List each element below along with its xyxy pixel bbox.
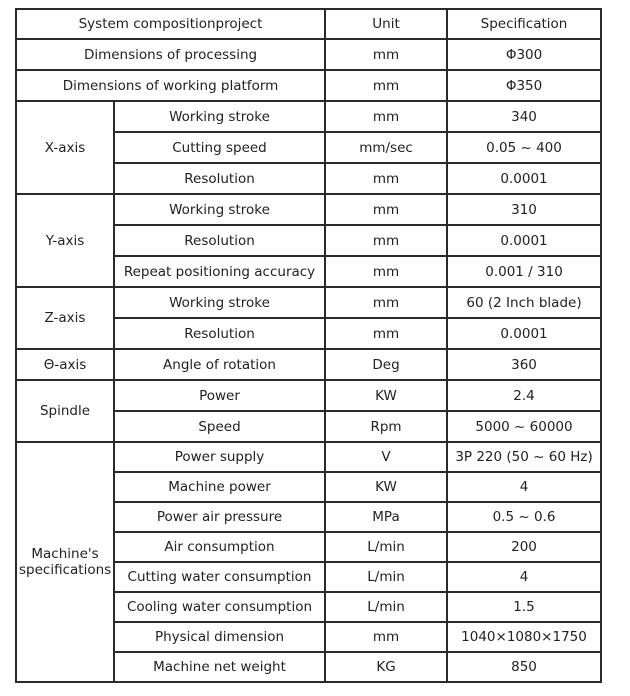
row-spec: 360 <box>447 349 601 380</box>
row-label: Cutting water consumption <box>114 562 325 592</box>
row-spec: 0.5 ~ 0.6 <box>447 502 601 532</box>
row-spec: 340 <box>447 101 601 132</box>
row-unit: L/min <box>325 592 447 622</box>
row-label: Machine net weight <box>114 652 325 682</box>
table-row <box>16 349 601 380</box>
row-spec: 4 <box>447 472 601 502</box>
row-spec: 60 (2 Inch blade) <box>447 287 601 318</box>
group-theta-axis: Θ-axis <box>16 349 114 380</box>
row-unit: mm <box>325 318 447 349</box>
row-unit: mm <box>325 194 447 225</box>
row-label: Resolution <box>114 318 325 349</box>
row-spec: 3P 220 (50 ~ 60 Hz) <box>447 442 601 472</box>
row-label: Cutting speed <box>114 132 325 163</box>
row-spec: 310 <box>447 194 601 225</box>
table-row <box>16 39 601 70</box>
row-unit: mm/sec <box>325 132 447 163</box>
row-unit: mm <box>325 225 447 256</box>
row-label: Resolution <box>114 225 325 256</box>
row-unit: mm <box>325 163 447 194</box>
row-unit: L/min <box>325 532 447 562</box>
row-label: Working stroke <box>114 287 325 318</box>
row-unit: MPa <box>325 502 447 532</box>
row-label: Working stroke <box>114 194 325 225</box>
row-label: Power air pressure <box>114 502 325 532</box>
row-unit: mm <box>325 256 447 287</box>
row-spec: 0.05 ~ 400 <box>447 132 601 163</box>
group-z-axis: Z-axis <box>16 287 114 349</box>
row-label: Repeat positioning accuracy <box>114 256 325 287</box>
table-row <box>16 380 601 411</box>
row-unit: Rpm <box>325 411 447 442</box>
row-unit: mm <box>325 287 447 318</box>
row-unit: KW <box>325 380 447 411</box>
row-spec: 0.0001 <box>447 318 601 349</box>
row-spec: 1040×1080×1750 <box>447 622 601 652</box>
row-spec: Φ350 <box>447 70 601 101</box>
row-spec: 0.0001 <box>447 163 601 194</box>
table-row <box>16 442 601 472</box>
row-unit: Deg <box>325 349 447 380</box>
header-specification: Specification <box>447 9 601 39</box>
group-spindle: Spindle <box>16 380 114 442</box>
row-unit: mm <box>325 39 447 70</box>
table-row <box>16 101 601 132</box>
row-label: Resolution <box>114 163 325 194</box>
row-spec: 850 <box>447 652 601 682</box>
row-label: Working stroke <box>114 101 325 132</box>
row-unit: mm <box>325 70 447 101</box>
specification-table <box>15 8 602 683</box>
row-unit: L/min <box>325 562 447 592</box>
row-spec: 200 <box>447 532 601 562</box>
header-unit: Unit <box>325 9 447 39</box>
table-row <box>16 70 601 101</box>
table-row <box>16 194 601 225</box>
row-unit: KW <box>325 472 447 502</box>
header-project: System compositionproject <box>16 9 325 39</box>
row-label: Dimensions of working platform <box>16 70 325 101</box>
group-machine-specifications: Machine's specifications <box>16 442 114 682</box>
row-spec: 4 <box>447 562 601 592</box>
row-label: Dimensions of processing <box>16 39 325 70</box>
header-row <box>16 9 601 39</box>
row-unit: KG <box>325 652 447 682</box>
row-unit: mm <box>325 101 447 132</box>
row-label: Angle of rotation <box>114 349 325 380</box>
row-label: Speed <box>114 411 325 442</box>
row-spec: 0.0001 <box>447 225 601 256</box>
row-spec: Φ300 <box>447 39 601 70</box>
row-label: Machine power <box>114 472 325 502</box>
row-unit: mm <box>325 622 447 652</box>
row-label: Power supply <box>114 442 325 472</box>
group-y-axis: Y-axis <box>16 194 114 287</box>
group-x-axis: X-axis <box>16 101 114 194</box>
row-label: Physical dimension <box>114 622 325 652</box>
row-unit: V <box>325 442 447 472</box>
row-spec: 5000 ~ 60000 <box>447 411 601 442</box>
row-label: Power <box>114 380 325 411</box>
row-spec: 2.4 <box>447 380 601 411</box>
row-spec: 1.5 <box>447 592 601 622</box>
table-row <box>16 287 601 318</box>
row-spec: 0.001 / 310 <box>447 256 601 287</box>
row-label: Air consumption <box>114 532 325 562</box>
row-label: Cooling water consumption <box>114 592 325 622</box>
